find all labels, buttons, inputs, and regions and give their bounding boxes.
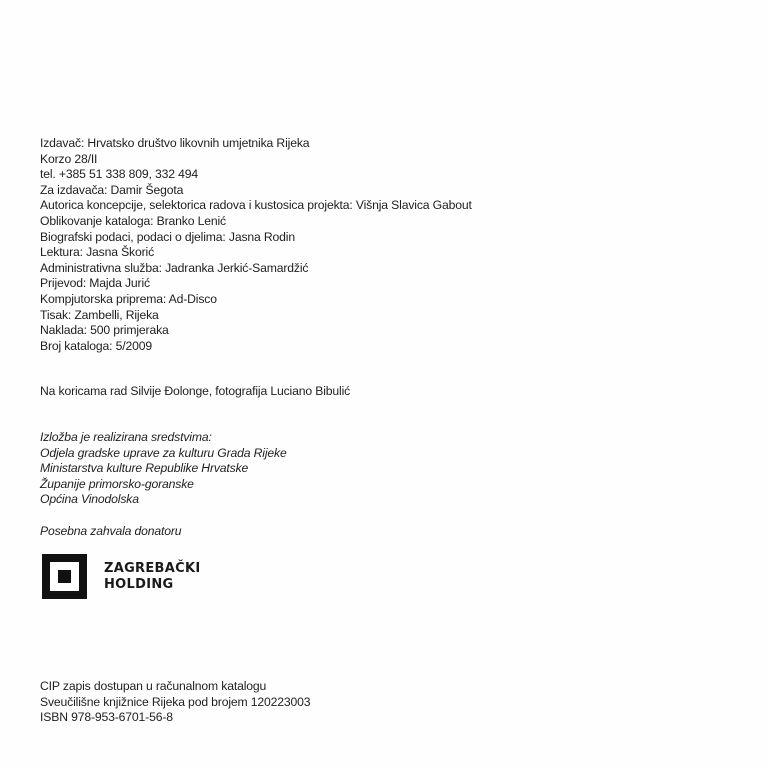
zagrebacki-holding-logo-icon	[42, 554, 87, 599]
funder-item: Općina Vinodolska	[40, 492, 139, 507]
translation-line: Prijevod: Majda Jurić	[40, 276, 150, 291]
print-line: Tisak: Zambelli, Rijeka	[40, 307, 159, 322]
funding-heading: Izložba je realizirana sredstvima:	[40, 430, 212, 444]
cip-library-line: Sveučilišne knjižnice Rijeka pod brojem 120223003	[40, 694, 311, 709]
credits-block	[40, 136, 472, 354]
special-thanks: Posebna zahvala donatoru	[40, 524, 182, 538]
design-line: Oblikovanje kataloga: Branko Lenić	[40, 213, 226, 228]
sponsor-logo-text	[104, 561, 200, 593]
catalogue-number-line: Broj kataloga: 5/2009	[40, 338, 153, 353]
edition-line: Naklada: 500 primjeraka	[40, 323, 169, 338]
biography-line: Biografski podaci, podaci o djelima: Jasna Rodin	[40, 229, 295, 244]
prepress-line: Kompjutorska priprema: Ad-Disco	[40, 291, 217, 306]
cip-block	[40, 679, 310, 726]
for-publisher-line: Za izdavača: Damir Šegota	[40, 182, 184, 197]
cip-line: CIP zapis dostupan u računalnom katalogu	[40, 679, 267, 693]
curator-line: Autorica koncepcije, selektorica radova i kustosica projekta: Višnja Slavica Gabout	[40, 198, 472, 213]
sponsor-name-line2: HOLDING	[104, 576, 174, 592]
cover-note-block	[40, 384, 350, 400]
thanks-block	[40, 524, 181, 540]
funder-item: Županije primorsko-goranske	[40, 476, 194, 491]
administration-line: Administrativna služba: Jadranka Jerkić-Samardžić	[40, 260, 309, 275]
isbn-line: ISBN 978-953-6701-56-8	[40, 710, 173, 725]
funder-item: Ministarstva kulture Republike Hrvatske	[40, 461, 249, 476]
exhibition-funding-block	[40, 430, 287, 508]
cover-note: Na koricama rad Silvije Đolonge, fotografija Luciano Bibulić	[40, 384, 351, 398]
phone-line: tel. +385 51 338 809, 332 494	[40, 167, 198, 182]
address-line: Korzo 28/II	[40, 151, 98, 166]
sponsor-name-line1: ZAGREBAČKI	[104, 560, 201, 576]
publisher-line: Izdavač: Hrvatsko društvo likovnih umjetnika Rijeka	[40, 136, 310, 150]
funder-item: Odjela gradske uprave za kulturu Grada Rijeke	[40, 445, 287, 460]
sponsor-logo	[42, 554, 200, 599]
proofreading-line: Lektura: Jasna Škorić	[40, 245, 155, 260]
